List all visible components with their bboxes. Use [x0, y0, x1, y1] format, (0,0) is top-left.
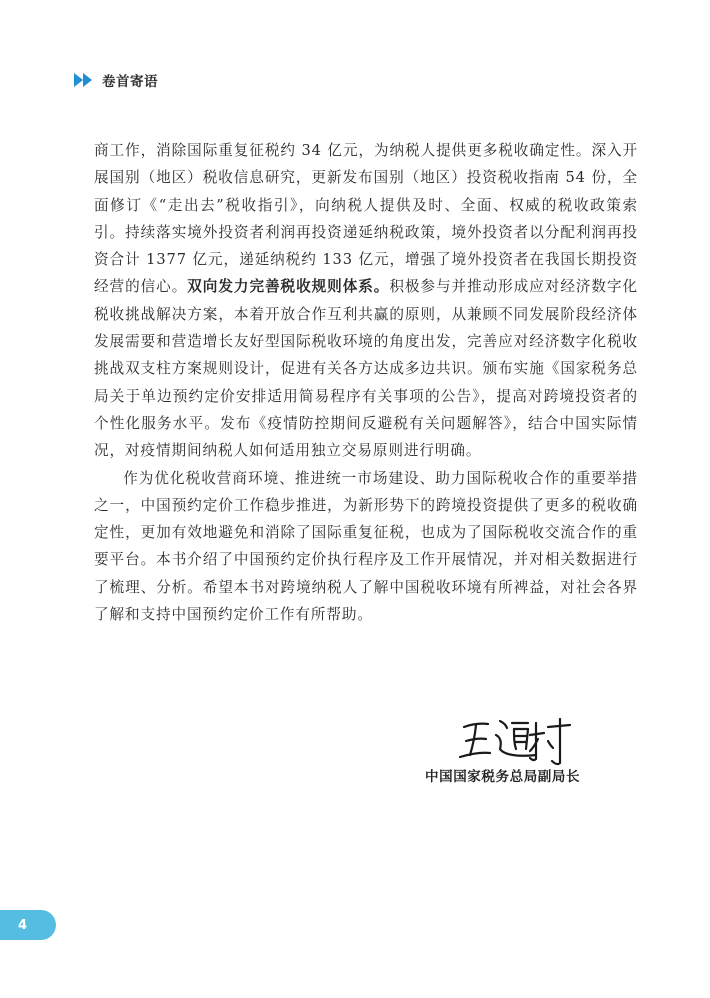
signatory-title: 中国国家税务总局副局长 — [425, 769, 581, 785]
paragraph-1-text-a: 商工作，消除国际重复征税约 34 亿元，为纳税人提供更多税收确定性。深入开展国别（地区）税收信息研究，更新发布国别（地区）投资税收指南 54 份，全面修订《“走出去”税收指引》，向纳税人提供及时、全面、权威的税收政策索引。持续落实境外投资者利润再投资递延纳税政策，境外投资者以分配利润再投资合计 1377 亿元，递延纳税约 133 亿元，增强了境外投资者在我国长期投资经营的信心。 — [94, 142, 638, 296]
paragraph-1-text-b: 积极参与并推动形成应对经济数字化税收挑战解决方案，本着开放合作互利共赢的原则，从兼顾不同发展阶段经济体发展需要和营造增长友好型国际税收环境的角度出发，完善应对经济数字化税收挑战双支柱方案规则设计，促进有关各方达成多边共识。颁布实施《国家税务总局关于单边预约定价安排适用简易程序有关事项的公告》，提高对跨境投资者的个性化服务水平。发布《疫情防控期间反避税有关问题解答》，结合中国实际情况，对疫情期间纳税人如何适用独立交易原则进行明确。 — [94, 278, 638, 460]
paragraph-2: 作为优化税收营商环境、推进统一市场建设、助力国际税收合作的重要举措之一，中国预约定价工作稳步推进，为新形势下的跨境投资提供了更多的税收确定性，更加有效地避免和消除了国际重复征税，也成为了国际税收交流合作的重要平台。本书介绍了中国预约定价执行程序及工作开展情况，并对相关数据进行了梳理、分析。希望本书对跨境纳税人了解中国税收环境有所裨益，对社会各界了解和支持中国预约定价工作有所帮助。 — [94, 469, 638, 624]
paragraph-1 — [94, 137, 638, 465]
page-number-tab — [0, 910, 56, 940]
page-number: 4 — [18, 917, 28, 933]
paragraph-1-bold-heading: 双向发力完善税收规则体系。 — [187, 278, 390, 296]
double-arrow-icon — [74, 72, 96, 88]
handwritten-signature — [456, 715, 576, 767]
section-header — [74, 70, 158, 90]
body-text — [94, 137, 638, 628]
section-title: 卷首寄语 — [102, 74, 158, 90]
